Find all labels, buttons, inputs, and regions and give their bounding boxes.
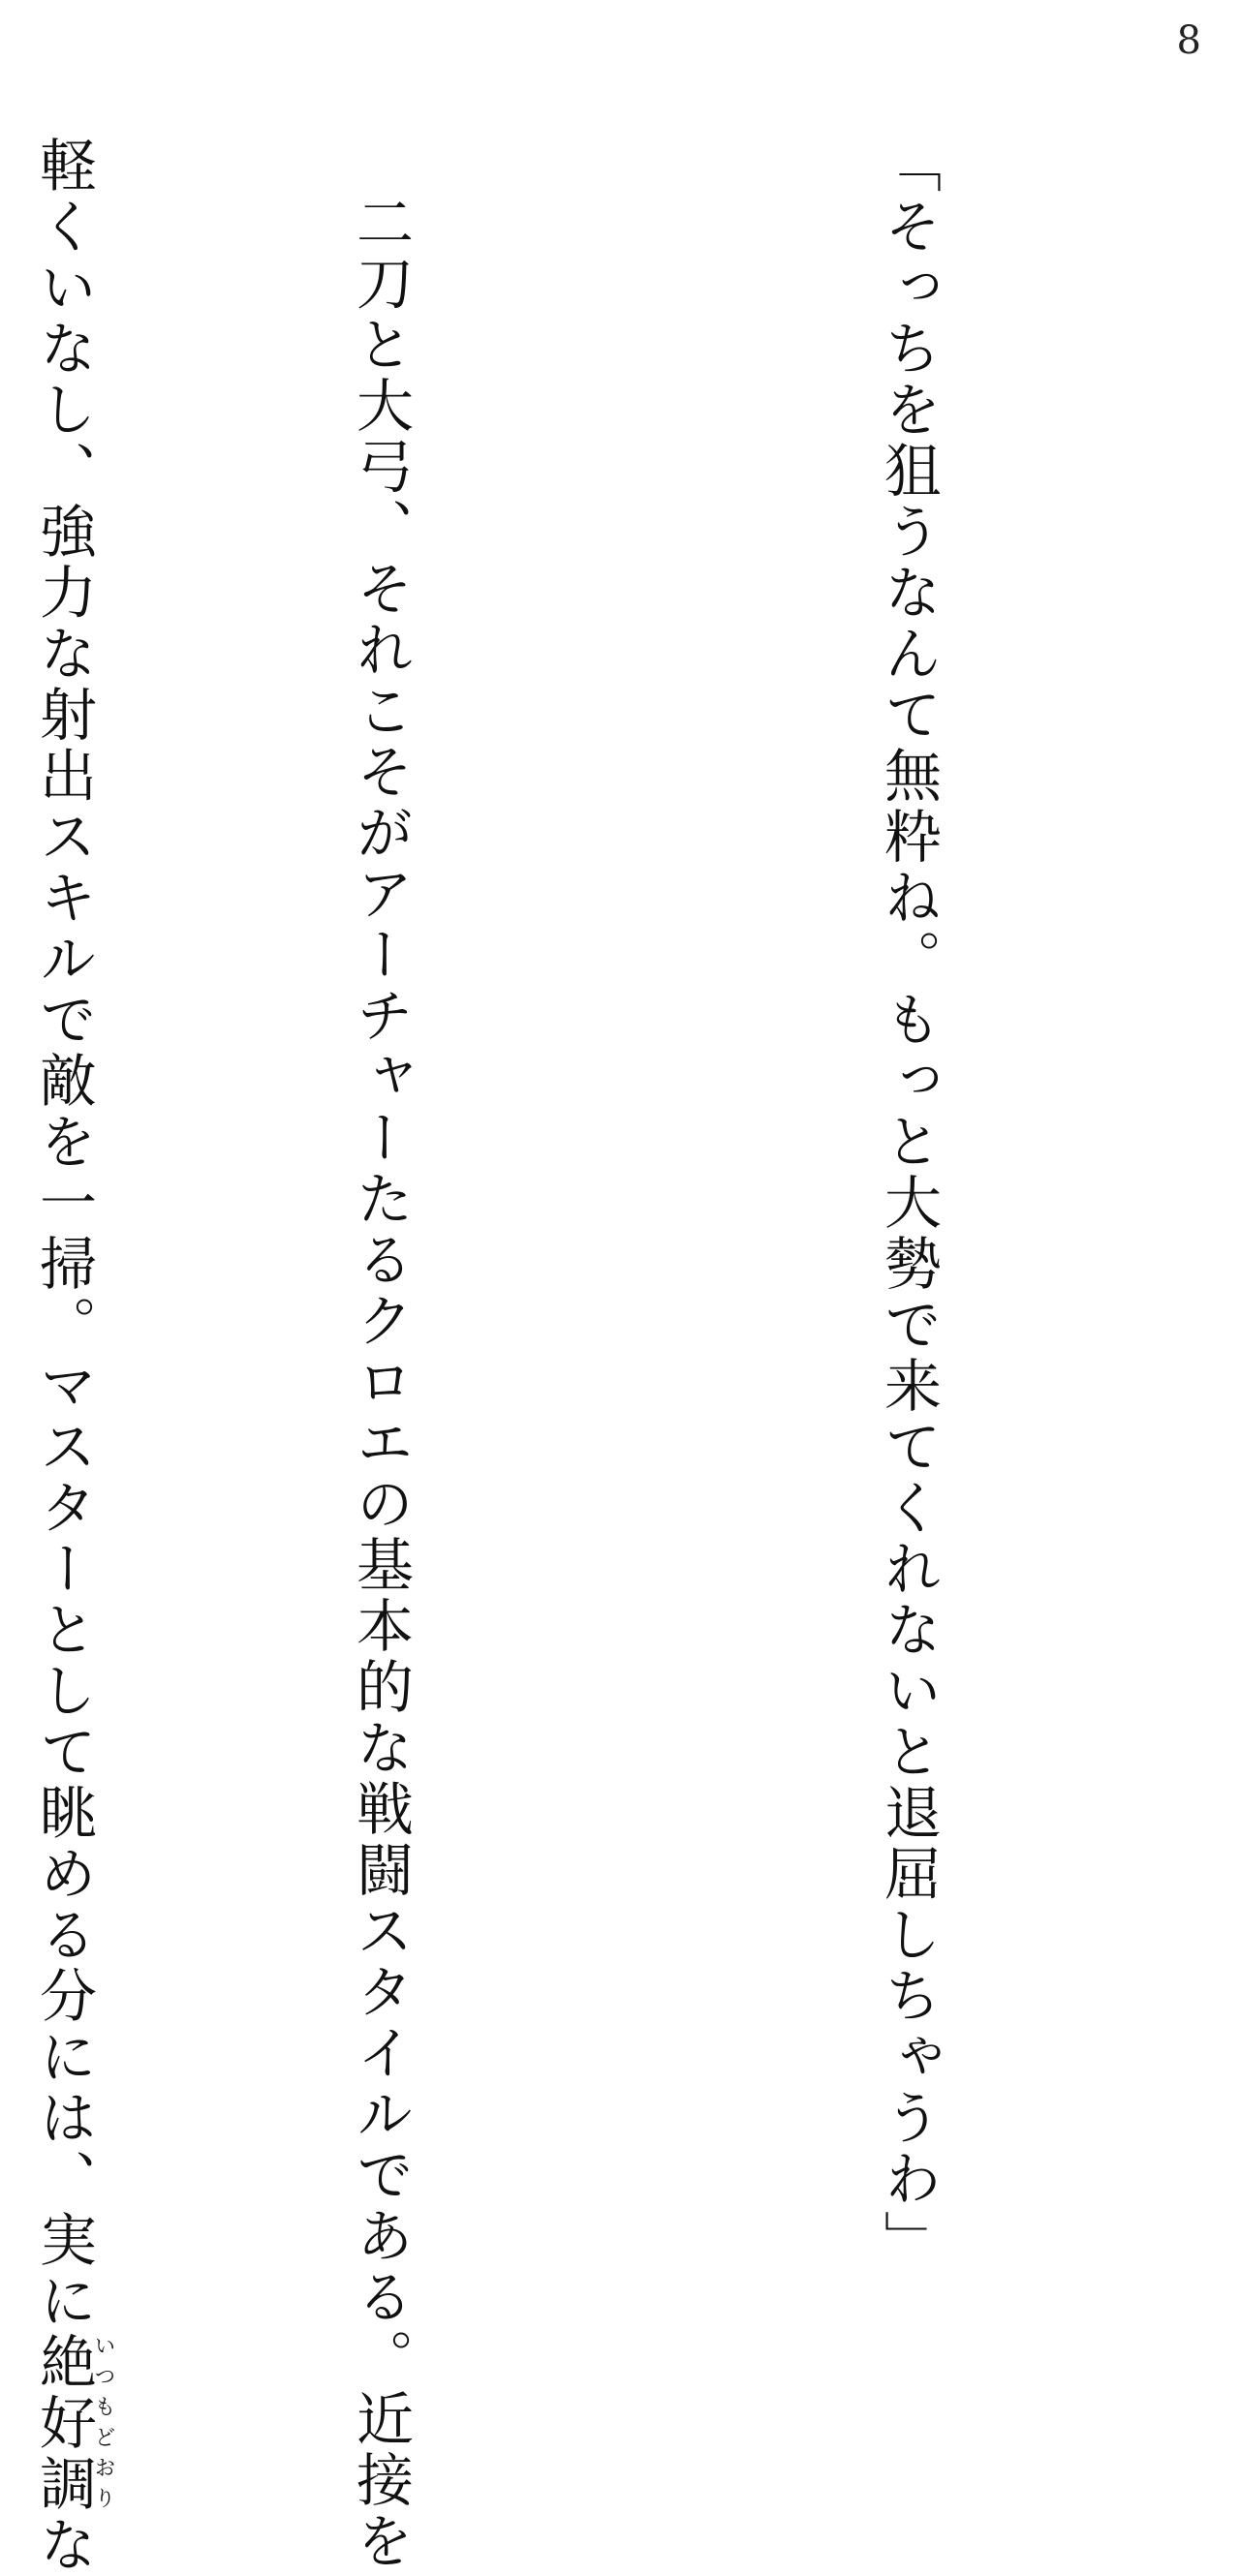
narration-line: 二刀と大弓、それこそがアーチャーたるクロエの基本的な戦闘スタイルである。近接を [347,193,414,2572]
vertical-text-body [0,136,1172,2576]
dialogue-line: 「そっちを狙うなんて無粋ね。もっと大勢で来てくれないと退屈しちゃうわ」 [875,136,942,2271]
ruby-reading: いつもどおり [91,2332,115,2515]
narration-fragment: 軽くいなし、強力な射出スキルで敵を一掃。マスターとして眺める分には、実に [30,136,97,2332]
narration-line-with-ruby [11,136,116,2576]
ruby-word: 絶好調いつもどおり [30,2332,115,2515]
narration-fragment: な [30,2515,97,2576]
page-number: 8 [1176,18,1201,63]
